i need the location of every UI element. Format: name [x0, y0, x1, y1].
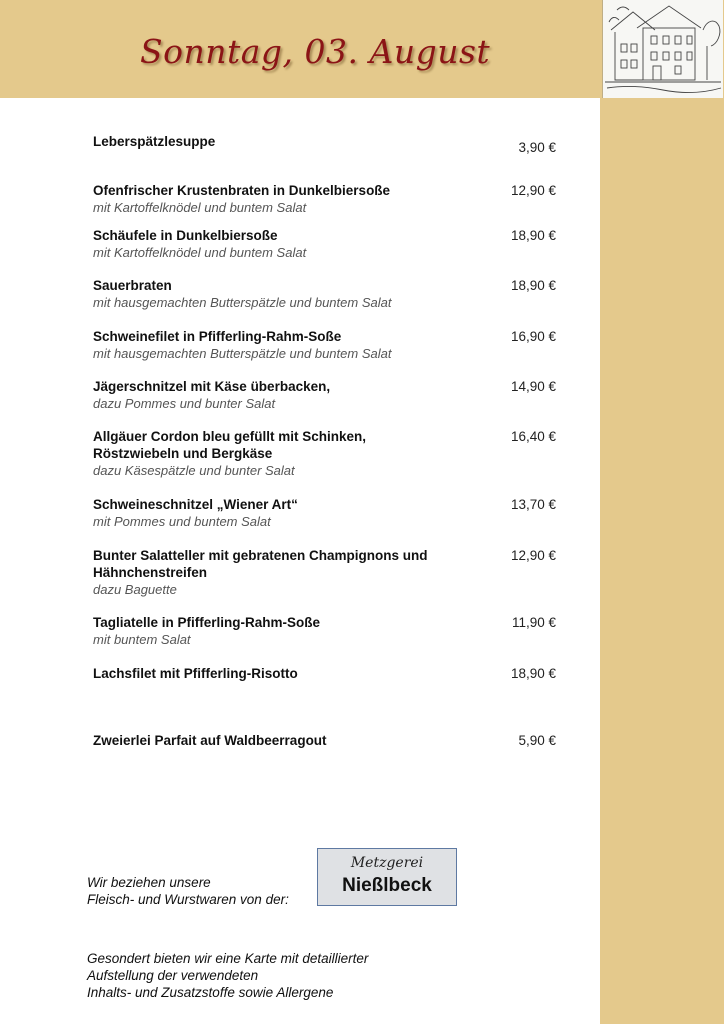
dish-price: 18,90 € — [510, 278, 556, 293]
dish-price: 12,90 € — [510, 548, 556, 563]
dish-name: Bunter Salatteller mit gebratenen Champignons und Hähnchenstreifen — [93, 548, 428, 580]
dish-description: mit hausgemachten Butterspätzle und buntem Salat — [93, 295, 392, 310]
dish-name: Jägerschnitzel mit Käse überbacken, — [93, 379, 331, 394]
supplier-note — [87, 874, 289, 908]
menu-item-dessert — [93, 732, 556, 749]
supplier-line: Wir beziehen unsere — [87, 875, 211, 890]
butcher-logo — [317, 848, 457, 906]
dish-price: 18,90 € — [510, 228, 556, 243]
menu-item — [93, 133, 556, 155]
footnote-line: Aufstellung der verwendeten — [87, 968, 259, 983]
dish-price: 16,40 € — [510, 429, 556, 444]
dish-price: 5,90 € — [518, 733, 556, 748]
dish-description: dazu Pommes und bunter Salat — [93, 396, 276, 411]
dish-price: 16,90 € — [510, 329, 556, 344]
dish-name: Lachsfilet mit Pfifferling-Risotto — [93, 666, 298, 681]
dish-description: mit Pommes und buntem Salat — [93, 514, 271, 529]
dish-name: Ofenfrischer Krustenbraten in Dunkelbiersoße — [93, 183, 391, 198]
footnote-line: Inhalts- und Zusatzstoffe sowie Allergene — [87, 985, 334, 1000]
logo-name: Nießlbeck — [342, 875, 432, 896]
page-title: Sonntag, 03. August — [140, 32, 491, 71]
dish-description: dazu Käsespätzle und bunter Salat — [93, 463, 295, 478]
dish-name: Schweineschnitzel „Wiener Art“ — [93, 497, 298, 512]
dish-name: Leberspätzlesuppe — [93, 134, 216, 149]
menu-item — [93, 547, 556, 598]
dish-name: Tagliatelle in Pfifferling-Rahm-Soße — [93, 615, 321, 630]
dish-description: mit hausgemachten Butterspätzle und buntem Salat — [93, 346, 392, 361]
dish-name: Sauerbraten — [93, 278, 172, 293]
dish-description: mit Kartoffelknödel und buntem Salat — [93, 200, 307, 215]
supplier-line: Fleisch- und Wurstwaren von der: — [87, 892, 289, 907]
dish-description: mit buntem Salat — [93, 632, 191, 647]
dish-name: Allgäuer Cordon bleu gefüllt mit Schinken, Röstzwiebeln und Bergkäse — [93, 429, 367, 461]
menu-item — [93, 665, 556, 682]
menu-item — [93, 378, 556, 412]
dish-name: Schweinefilet in Pfifferling-Rahm-Soße — [93, 329, 342, 344]
menu-item — [93, 227, 556, 261]
house-sketch-icon — [602, 0, 723, 98]
dish-description: mit Kartoffelknödel und buntem Salat — [93, 245, 307, 260]
dish-price: 12,90 € — [510, 183, 556, 198]
logo-subtitle: Metzgerei — [350, 855, 424, 871]
dish-price: 3,90 € — [518, 140, 556, 155]
dish-name: Zweierlei Parfait auf Waldbeerragout — [93, 733, 327, 748]
dish-price: 11,90 € — [511, 615, 556, 630]
menu-item — [93, 496, 556, 530]
menu-item — [93, 328, 556, 362]
dish-description: dazu Baguette — [93, 582, 177, 597]
dish-name: Schäufele in Dunkelbiersoße — [93, 228, 278, 243]
side-band — [600, 0, 724, 1024]
footnote-line: Gesondert bieten wir eine Karte mit detaillierter — [87, 951, 369, 966]
dish-price: 13,70 € — [510, 497, 556, 512]
menu-item — [93, 182, 556, 216]
dish-price: 14,90 € — [510, 379, 556, 394]
menu-item — [93, 277, 556, 311]
dish-price: 18,90 € — [510, 666, 556, 681]
menu-item — [93, 428, 556, 479]
allergen-note — [87, 950, 368, 1001]
menu-item — [93, 614, 556, 648]
